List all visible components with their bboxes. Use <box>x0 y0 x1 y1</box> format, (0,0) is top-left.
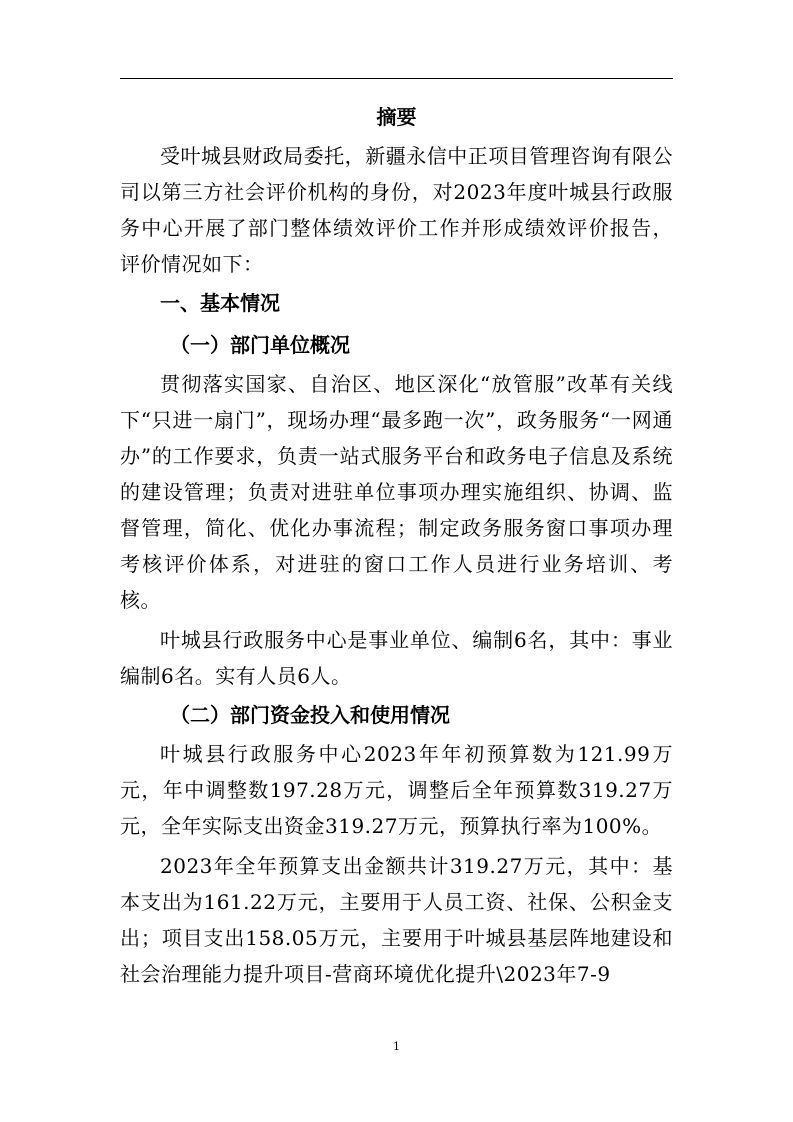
budget-paragraph: 叶城县行政服务中心2023年年初预算数为121.99万元，年中调整数197.28万元，调整后全年预算数319.27万元，全年实际支出资金319.27万元，预算执行率为100%。 <box>120 742 673 838</box>
document-body <box>120 96 673 992</box>
department-overview-paragraph: 贯彻落实国家、自治区、地区深化“放管服”改革有关线下“只进一扇门”，现场办理“最多跑一次”，政务服务“一网通办”的工作要求，负责一站式服务平台和政务电子信息及系统的建设管理；负责对进驻单位事项办理实施组织、协调、监督管理，简化、优化办事流程；制定政务服务窗口事项办理考核评价体系，对进驻的窗口工作人员进行业务培训、考核。 <box>120 372 673 612</box>
expenditure-paragraph: 2023年全年预算支出金额共计319.27万元，其中：基本支出为161.22万元，主要用于人员工资、社保、公积金支出；项目支出158.05万元，主要用于叶城县基层阵地建设和社会治理能力提升项目-营商环境优化提升\2023年7-9 <box>120 854 673 986</box>
document-title: 摘要 <box>376 105 417 129</box>
page-number: 1 <box>393 1040 400 1053</box>
staffing-paragraph: 叶城县行政服务中心是事业单位、编制6名，其中：事业编制6名。实有人员6人。 <box>120 628 673 688</box>
subsection-heading-department-overview: （一）部门单位概况 <box>170 333 350 357</box>
subsection-heading-funding: （二）部门资金投入和使用情况 <box>170 703 450 727</box>
section-heading-basic-info: 一、基本情况 <box>160 291 280 315</box>
header-rule <box>120 78 673 79</box>
intro-paragraph: 受叶城县财政局委托，新疆永信中正项目管理咨询有限公司以第三方社会评价机构的身份，对2023年度叶城县行政服务中心开展了部门整体绩效评价工作并形成绩效评价报告，评价情况如下： <box>120 144 673 276</box>
